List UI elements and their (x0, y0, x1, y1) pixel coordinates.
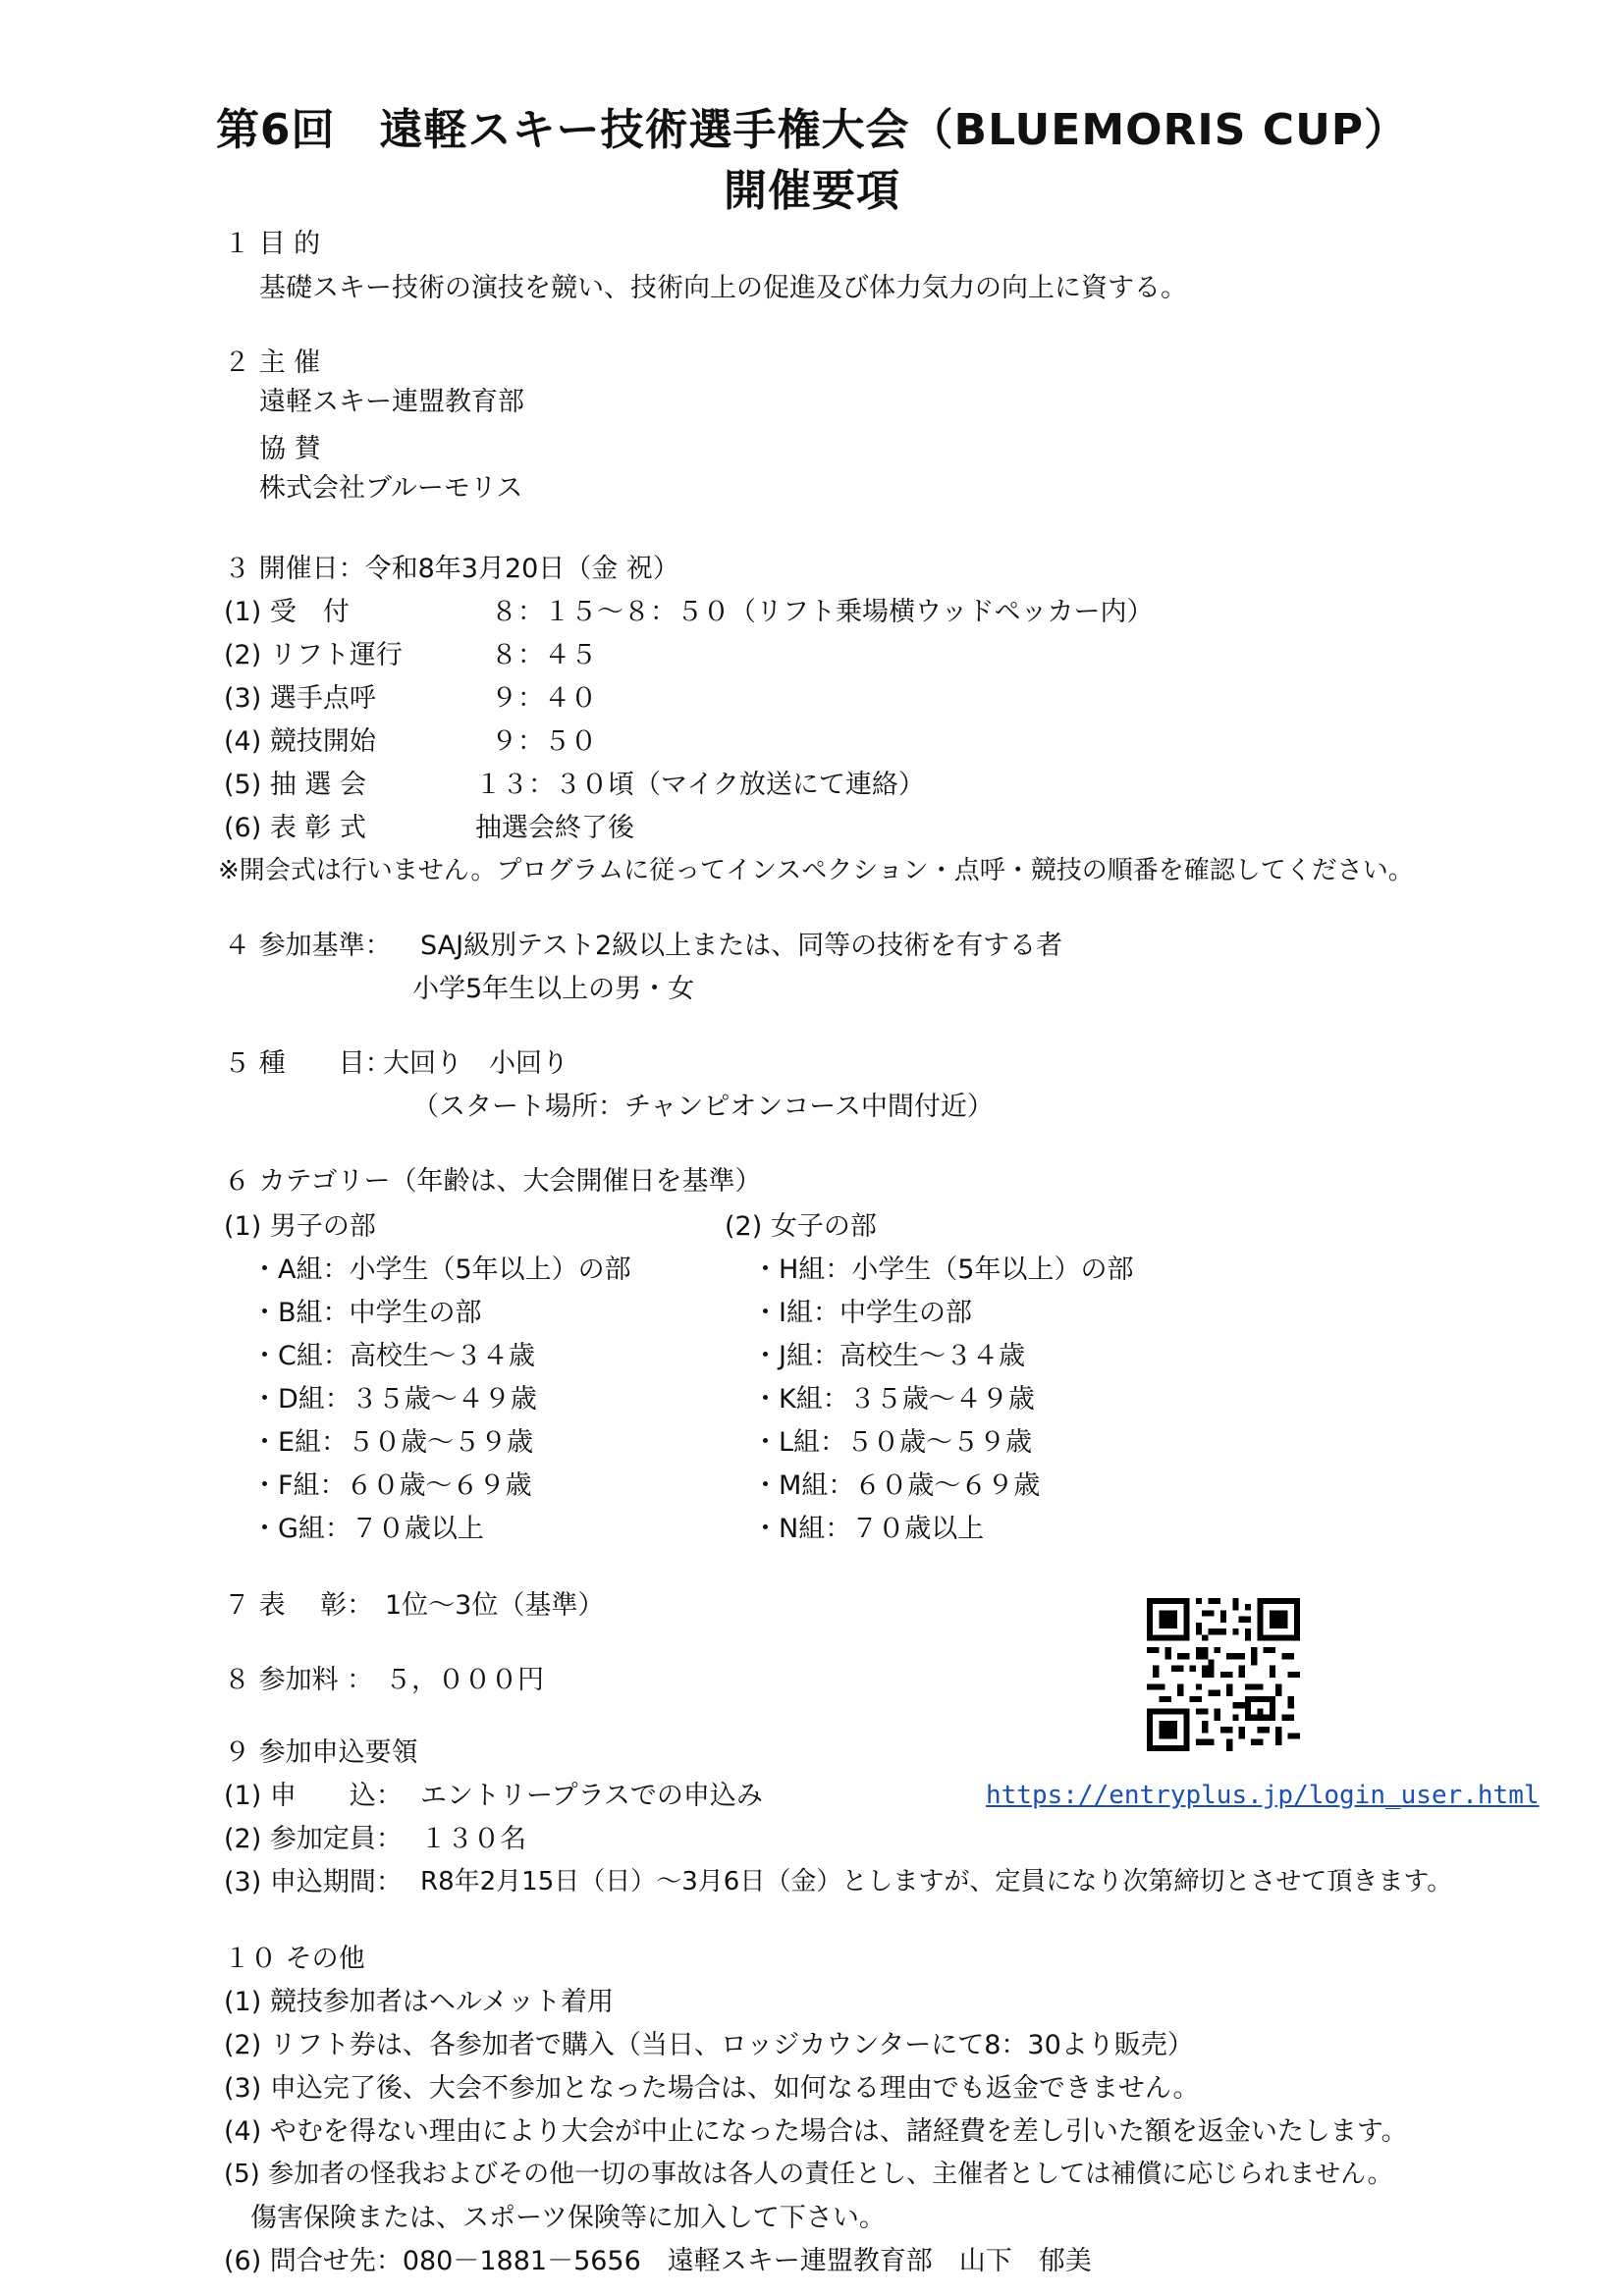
schedule-label: (4) 競技開始 (224, 726, 376, 757)
sponsor-label: 協 賛 (259, 434, 321, 464)
section-4-heading: ４ 参加基準： (224, 931, 392, 961)
eligibility-line-2: 小学5年生以上の男・女 (412, 974, 695, 1004)
other-item: (4) やむを得ない理由により大会が中止になった場合は、諸経費を差し引いた額を返金いたします。 (224, 2116, 1408, 2147)
schedule-value: １３：３０頃（マイク放送にて連絡） (475, 770, 925, 800)
application-label: (3) 申込期間： (224, 1867, 403, 1897)
entry-link[interactable]: https://entryplus.jp/login_user.html (986, 1781, 1540, 1810)
events: 大回り 小回り (383, 1048, 568, 1079)
other-item: (5) 参加者の怪我およびその他一切の事故は各人の責任とし、主催者としては補償に応じられません。 (224, 2160, 1393, 2189)
schedule-value: 抽選会終了後 (475, 813, 634, 843)
section-3-heading: ３ 開催日：令和8年3月20日（金 祝） (224, 554, 679, 584)
men-category: ・B組：中学生の部 (251, 1298, 482, 1328)
other-item: (3) 申込完了後、大会不参加となった場合は、如何なる理由でも返金できません。 (224, 2073, 1200, 2104)
schedule-label: (2) リフト運行 (224, 640, 403, 670)
men-category: ・D組：３５歳～４９歳 (251, 1384, 537, 1415)
women-category: ・I組：中学生の部 (752, 1298, 972, 1328)
section-9-heading: ９ 参加申込要領 (224, 1737, 418, 1768)
section-7-heading: ７ 表 彰： (224, 1590, 374, 1621)
other-item: (2) リフト券は、各参加者で購入（当日、ロッジカウンターにて8：30より販売） (224, 2030, 1194, 2060)
application-value: １３０名 (420, 1824, 526, 1854)
men-category: ・A組：小学生（5年以上）の部 (251, 1255, 631, 1285)
schedule-note: ※開会式は行いません。プログラムに従ってインスペクション・点呼・競技の順番を確認してください。 (218, 856, 1414, 885)
entry-fee: ５，０００円 (385, 1665, 544, 1695)
other-item: (1) 競技参加者はヘルメット着用 (224, 1987, 615, 2017)
qr-code-icon (1147, 1598, 1300, 1751)
men-heading: (1) 男子の部 (224, 1211, 376, 1242)
men-category: ・C組：高校生～３４歳 (251, 1341, 535, 1371)
sponsor: 株式会社ブルーモリス (259, 473, 523, 504)
application-label: (2) 参加定員： (224, 1824, 403, 1854)
women-category: ・J組：高校生～３４歳 (752, 1341, 1025, 1371)
section-8-heading: ８ 参加料 ： (224, 1665, 374, 1695)
women-category: ・M組：６０歳～６９歳 (752, 1470, 1041, 1501)
organizer: 遠軽スキー連盟教育部 (259, 387, 524, 417)
schedule-value: ８：１５～８：５０（リフト乗場横ウッドペッカー内） (491, 597, 1154, 627)
application-value: エントリープラスでの申込み (420, 1781, 763, 1811)
schedule-label: (5) 抽 選 会 (224, 770, 366, 800)
men-category: ・G組：７０歳以上 (251, 1514, 484, 1544)
schedule-label: (1) 受 付 (224, 597, 350, 627)
women-category: ・N組：７０歳以上 (752, 1514, 985, 1544)
start-location: （スタート場所：チャンピオンコース中間付近） (412, 1092, 994, 1122)
application-label: (1) 申 込： (224, 1781, 403, 1811)
section-1-heading: １ 目 的 (224, 229, 321, 259)
other-item: 傷害保険または、スポーツ保険等に加入して下さい。 (224, 2203, 886, 2233)
section-6-heading: ６ カテゴリー（年齢は、大会開催日を基準） (224, 1166, 762, 1197)
women-category: ・K組：３５歳～４９歳 (752, 1384, 1035, 1415)
schedule-label: (3) 選手点呼 (224, 683, 376, 714)
document-title: 第6回 遠軽スキー技術選手権大会（BLUEMORIS CUP） (215, 105, 1409, 155)
schedule-value: ９：５０ (491, 726, 597, 757)
men-category: ・E組：５０歳～５９歳 (251, 1427, 534, 1458)
application-value: R8年2月15日（日）～3月6日（金）としますが、定員になり次第締切とさせて頂きます。 (420, 1867, 1453, 1896)
section-2-heading: ２ 主 催 (224, 347, 321, 378)
section-5-heading: ５ 種 目： (224, 1048, 392, 1079)
section-10-heading: １０ その他 (224, 1944, 365, 1974)
women-heading: (2) 女子の部 (725, 1211, 877, 1242)
schedule-value: ８：４５ (491, 640, 597, 670)
eligibility-line-1: SAJ級別テスト2級以上または、同等の技術を有する者 (420, 931, 1063, 961)
schedule-label: (6) 表 彰 式 (224, 813, 366, 843)
women-category: ・L組：５０歳～５９歳 (752, 1427, 1033, 1458)
other-item: (6) 問合せ先：080－1881－5656 遠軽スキー連盟教育部 山下 郁美 (224, 2246, 1092, 2276)
document-subtitle: 開催要項 (724, 166, 900, 216)
section-1-body: 基礎スキー技術の演技を競い、技術向上の促進及び体力気力の向上に資する。 (259, 273, 1187, 303)
men-category: ・F組：６０歳～６９歳 (251, 1470, 532, 1501)
awards: 1位～3位（基準） (385, 1590, 605, 1621)
women-category: ・H組：小学生（5年以上）の部 (752, 1255, 1134, 1285)
schedule-value: ９：４０ (491, 683, 597, 714)
